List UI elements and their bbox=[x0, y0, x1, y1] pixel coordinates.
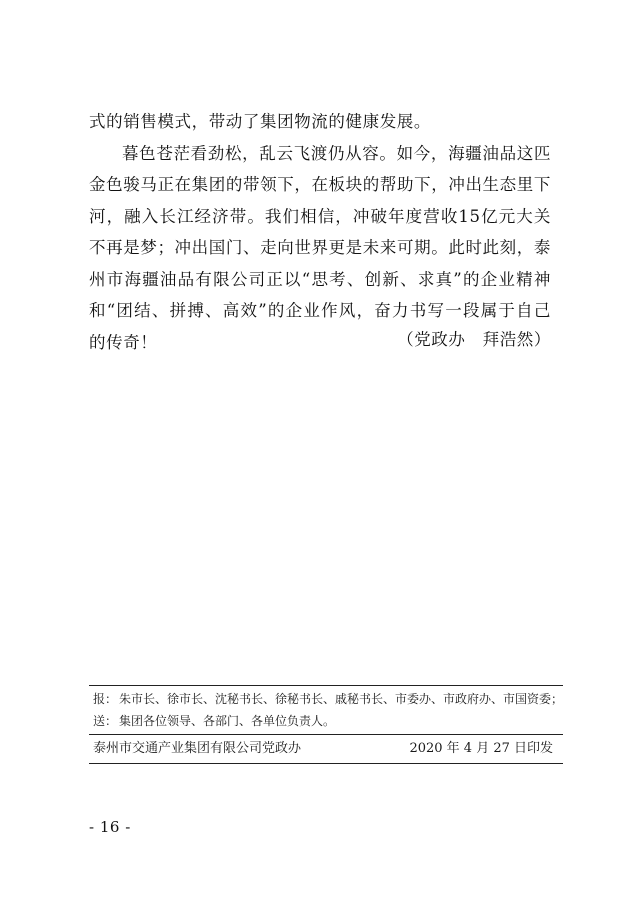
report-label: 报： bbox=[93, 692, 118, 706]
divider-bottom bbox=[89, 763, 563, 764]
paragraph-continuation: 式的销售模式，带动了集团物流的健康发展。 bbox=[89, 112, 431, 131]
page-number: - 16 - bbox=[89, 818, 131, 836]
send-line bbox=[89, 710, 563, 732]
author-signature: （党政办 拜浩然） bbox=[397, 330, 551, 349]
paragraph-main: 暮色苍茫看劲松，乱云飞渡仍从容。如今，海疆油品这匹金色骏马正在集团的带领下，在板块的帮助下，冲出生态里下河，融入长江经济带。我们相信，冲破年度营收15亿元大关不再是梦；冲出国门、走向世界更是未来可期。此时此刻，泰州市海疆油品有限公司正以“思考、创新、求真”的企业精神和“团结、拼搏、高效”的企业作风，奋力书写一段属于自己的传奇！ bbox=[89, 143, 551, 352]
send-label: 送： bbox=[93, 714, 118, 728]
article-body bbox=[89, 106, 551, 358]
divider-top bbox=[89, 685, 563, 686]
issue-date: 2020 年 4 月 27 日印发 bbox=[409, 741, 553, 756]
distribution-block bbox=[89, 685, 563, 764]
issue-line bbox=[89, 735, 563, 763]
issuer: 泰州市交通产业集团有限公司党政办 bbox=[93, 741, 302, 756]
report-recipients: 朱市长、徐市长、沈秘书长、徐秘书长、戚秘书长、市委办、市政府办、市国资委； bbox=[119, 692, 563, 706]
report-line bbox=[89, 688, 563, 710]
send-recipients: 集团各位领导、各部门、各单位负责人。 bbox=[119, 714, 336, 728]
